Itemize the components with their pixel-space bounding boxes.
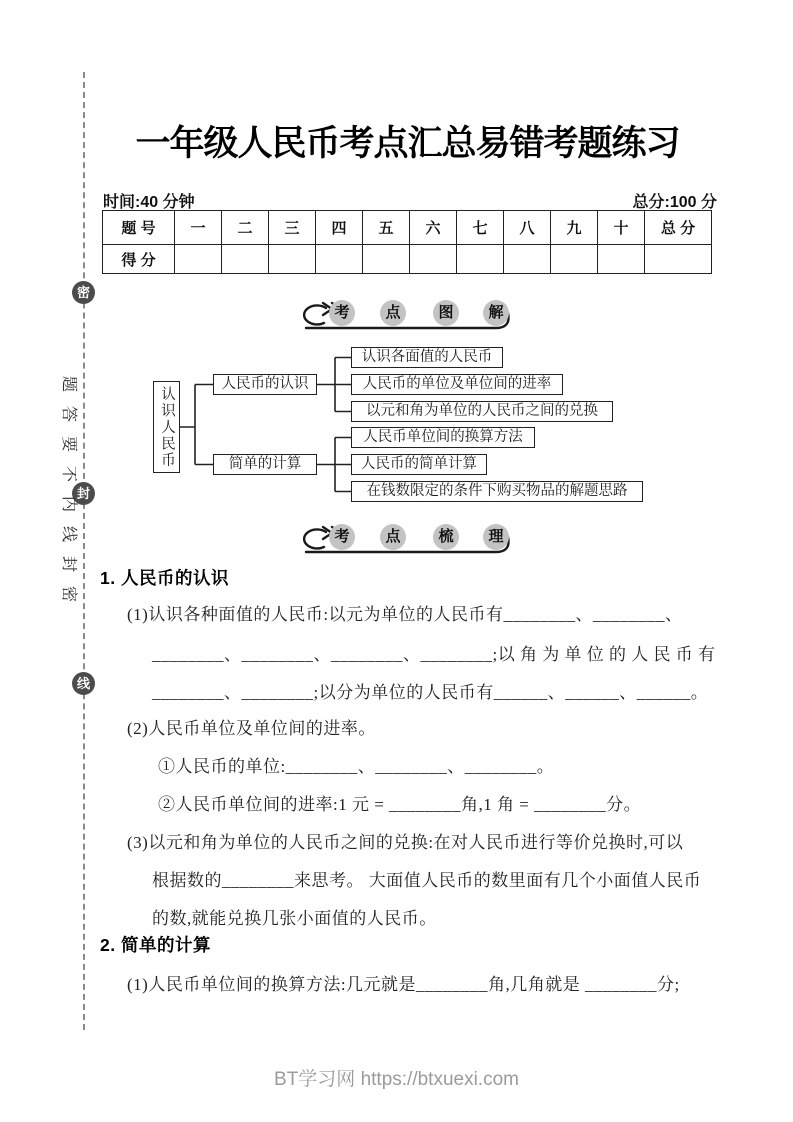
mindmap-leaf-node: 以元和角为单位的人民币之间的兑换 [351,401,613,422]
total-score-label: 总分:100 分 [632,194,717,211]
mindmap-leaf-node: 人民币的简单计算 [351,454,487,475]
score-cell [316,245,363,274]
review-heading-1: 1. 人民币的认识 [100,568,229,588]
seal-char: 内 [59,495,77,513]
concept-mindmap [140,340,690,512]
review-line: 的数,就能兑换几张小面值的人民币。 [152,909,437,928]
review-line: (1)认识各种面值的人民币:以元为单位的人民币有________、________、 [127,605,683,624]
review-line: ________、________;以分为单位的人民币有______、______、______。 [152,683,709,702]
table-col-header: 八 [504,211,551,245]
score-cell [363,245,410,274]
seal-char: 密 [59,585,77,603]
mindmap-leaf-node: 人民币的单位及单位间的进率 [351,374,563,395]
score-cell [269,245,316,274]
score-cell [222,245,269,274]
mindmap-branch-node: 人民币的认识 [213,374,317,395]
mindmap-leaf-node: 人民币单位间的换算方法 [351,427,535,448]
score-table [102,210,712,274]
header-char-badge: 解 [483,300,509,326]
seal-char: 题 [59,375,77,393]
header-char-badge: 理 [483,524,509,550]
table-col-header-total: 总 分 [645,211,712,245]
score-cell [551,245,598,274]
table-col-header: 二 [222,211,269,245]
score-row-label: 得 分 [103,245,175,274]
header-char-badge: 点 [380,300,406,326]
header-char-badge: 梳 [433,524,459,550]
seal-badge-xian: 线 [72,672,95,695]
page-title: 一年级人民币考点汇总易错考题练习 [135,124,680,163]
score-cell-total [645,245,712,274]
header-char-badge: 图 [433,300,459,326]
table-col-header: 七 [457,211,504,245]
table-col-header: 六 [410,211,457,245]
seal-char: 要 [59,435,77,453]
seal-char: 封 [59,555,77,573]
header-char-badge: 考 [329,300,355,326]
score-cell [457,245,504,274]
table-col-header: 三 [269,211,316,245]
seal-char: 答 [59,405,77,423]
table-corner-cell: 题 号 [103,211,175,245]
seal-badge-mi: 密 [72,281,95,304]
site-watermark: BT学习网 https://btxuexi.com [274,1069,519,1090]
score-cell [410,245,457,274]
header-char-badge: 考 [329,524,355,550]
table-col-header: 四 [316,211,363,245]
mindmap-root-node: 认识人民币 [153,381,180,473]
review-line: (3)以元和角为单位的人民币之间的兑换:在对人民币进行等价兑换时,可以 [127,833,684,852]
score-cell [175,245,222,274]
table-col-header: 十 [598,211,645,245]
section-header-review [293,521,525,561]
table-col-header: 九 [551,211,598,245]
review-line: ①人民币的单位:________、________、________。 [158,757,555,776]
table-col-header: 一 [175,211,222,245]
review-line: ②人民币单位间的进率:1 元 = ________角,1 角 = ________分。 [158,795,642,814]
review-line: (2)人民币单位及单位间的进率。 [127,719,376,738]
seal-vertical-text [57,376,79,602]
mindmap-leaf-node: 在钱数限定的条件下购买物品的解题思路 [351,481,643,502]
score-cell [504,245,551,274]
seal-dashed-line [83,72,85,1030]
header-char-badge: 点 [380,524,406,550]
seal-char: 线 [59,525,77,543]
score-cell [598,245,645,274]
section-header-diagram [293,297,525,337]
review-heading-2: 2. 简单的计算 [100,935,211,955]
review-line: (1)人民币单位间的换算方法:几元就是________角,几角就是 ________分; [127,975,680,994]
table-row-score [103,245,712,274]
review-line: ________、________、________、________;以 角 为 单 位 的 人 民 币 有 [152,645,716,664]
seal-char: 不 [59,465,77,483]
time-label: 时间:40 分钟 [103,194,195,211]
table-row-question-numbers [103,211,712,245]
review-line: 根据数的________来思考。 大面值人民币的数里面有几个小面值人民币 [152,871,702,890]
mindmap-leaf-node: 认识各面值的人民币 [351,347,503,368]
seal-badge-feng: 封 [72,482,95,505]
table-col-header: 五 [363,211,410,245]
mindmap-branch-node: 简单的计算 [213,454,317,475]
